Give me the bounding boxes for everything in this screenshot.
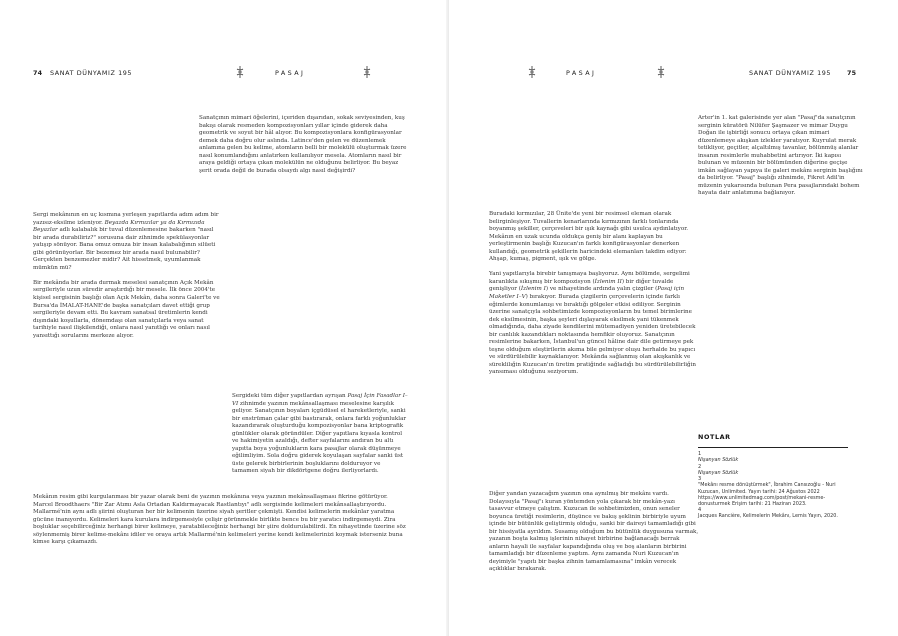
note-number: 3 xyxy=(698,476,702,482)
text-column-lower xyxy=(232,393,408,476)
text-column-middle xyxy=(33,212,223,340)
right-page xyxy=(449,0,898,636)
note-number: 2 xyxy=(698,463,702,470)
note-text: Nişanyan Sözlük xyxy=(698,469,739,476)
artwork-title: İzlenim II xyxy=(594,278,622,285)
note-text: "Mekânı resme dönüştürmek", İbrahim Cansızoğlu - Nuri Kuzucan, Unlimited. Yayın tarihi: 24 Ağustos 2022 https://www.unlimitedmag.com/post/mekani-resme-donusturmek Erişim tarihi: 21 Haziran 2023. xyxy=(698,482,836,507)
text-run: Sergideki tüm diğer yapıtlardan ayrışan xyxy=(232,393,348,399)
text-run: ) ve nihayetinde ardında yalın çizgiler ( xyxy=(545,286,658,293)
text-column-bottom xyxy=(33,494,409,547)
text-column-bottom xyxy=(489,491,701,574)
text-run: Yani yapıtlarıyla birebir tanışmaya başlıyoruz. Aynı bölümde, sergelimi karanlıkta sıkışmış bir kompozisyon ( xyxy=(489,271,690,285)
paragraph: Arter'in 1. kat galerisinde yer alan "Pasaj"da sanatçının serginin küratörü Nilüfer Şaşmazer ve mimar Duygu Doğan ile işbirliği sonucu ortaya çıkan mimari düzenlemeye akışkan izlekler yaratıyor. Kuyrulat merak tetikliyor, geçitler, alçaltılmış tavanlar, bölünmüş alanlar insanın resimlerle muhabbetini artırıyor. İki kapısı bulunan ve müzenin bir bölümünden diğerine geçişe imkân sağlayan yapıya ile galeri mekânı serginin başlığını da belirliyor. "Pasaj" başlığı zihnimde, Fikret Adil'in müzenin yukarısında bulunan Pera pasajlarındaki bohem hayata dair anlatımına bağlanıyor. xyxy=(698,115,863,197)
note-text: Nişanyan Sözlük xyxy=(698,457,739,464)
text-run: Sergi mekânının en uç kısmına yerleşen yapıtlarda adım adım bir yazısız-eksilme izleniyor. xyxy=(33,212,219,226)
note-number: 1 xyxy=(698,451,702,457)
paragraph: Buradaki kırmızılar, 28 Ünite'de yeni bir resimsel eleman olarak belirginleşiyor. Tuvallerin kenarlarında kırmızının farklı tonlarında boyanmış şekiller, çerçeveleri bir ışık kaynağı gibi usulca aydınlatıyor. Mekânın en uzak ucunda oldukça geniş bir alanı kaplayan bu yerleştirmenin başlığı Kuzucan'ın farklı konfigürasyonlar denerken kullandığı, geometrik şekillerin haricindeki elemanları takdim ediyor: Ahşap, kumaş, pigment, ışık ve gölge. xyxy=(489,211,689,263)
page-number: 75 xyxy=(847,69,857,77)
magazine-title: SANAT DÜNYAMIZ 195 xyxy=(749,69,832,77)
ornament-icon xyxy=(657,66,665,78)
paragraph xyxy=(489,271,699,377)
paragraph: Sanatçının mimari öğelerini, içeriden dışarıdan, sokak seviyesinden, kuş bakışı olarak resmeden kompozisyonları yıllar içinde giderek daha geometrik ve soyut bir hâl alıyor. Bu kompozisyonlara konfigürasyonlar demek daha doğru olur aslında. Latince'den gelen ve düzenlemek anlamına gelen bu kelime, atomların belli bir molekülü oluşturmak üzere nasıl konumlandığını anlatırken kullanılıyor mesela. Atomların nasıl bir araya geldiği ortaya çıkan molekülün ne olduğunu belirliyor. Bu beyaz şerit orada değil de burada olsaydı algı nasıl değişirdi? xyxy=(199,115,407,174)
ornament-icon xyxy=(528,66,536,78)
text-column-middle xyxy=(489,211,699,377)
artwork-title: Pasaj İçin Fasadlar I–VI xyxy=(232,393,408,407)
section-title: PASAJ xyxy=(275,69,306,77)
text-run: ) bırakıyor. Burada çizgilerin çerçevelerin içinde farklı eğimlerde konumlanışı ve bıraktığı gölgeler etkisi ediliyor. Serginin üzerine sanatçıyla sohbetimizde kompozisyonların bu temel birimlerine dek eksilmesinin, başka şeyleri dışlayarak eksilmek yani tükenmek olmadığında, daha ziyade kendilerini mütemadiyen yeniden üretebilecek bir canlılık kazandıkları noktasında hemfikir oluyoruz. Sanatçının resimlerine bakarken, İstanbul'un güncel hâline dair dile getirmeye pek teşne olduğum eleştirilerin akıma bile gelmiyor oluşu herhalde bu yapıcı ve sürdürülebilir kaynaklanıyor. Mekânda sağlanmış olan akışkanlık ve süreklilığin Kuzucan'ın üretim pratiğinde sağladığı bu sürdürülebilirliğin yansıması olduğunu seziyorum. xyxy=(489,293,696,376)
paragraph xyxy=(232,393,408,476)
artwork-title: Pasaj için Maketler I–V xyxy=(489,286,685,300)
artwork-title: İzlenim I xyxy=(520,286,546,293)
notes-section xyxy=(698,433,848,519)
paragraph: Diğer yandan yazacağım yazının ona aynılmış bir mekânı vardı. Dolayısıyla "Pasaj"ı kuran yöntemden yola çıkarak bir mekân-yazı tasavvur etmeye çalıştım. Kuzucan ile sohbetimizden, onun seneler boyunca üretiği resimlerin, düşünce ve bakış şeklinin birbiriyle uyum içinde bir bütünlük geliştirmiş olduğu, sanki bir daireyi tamamladığı gibi bir hissiyatla ayrıldım. Susamış olduğum bu bütünlük duygusuna varmak, yazanın boşta kalmış işlerinin nihayet birbirine bağlanacağı berrak anların hayali ile sayfalar kapandığında oluş ve boş alanların birbirini tamamladığı bir düzenleme yaptım. Aynı zamanda Nuri Kuzucan'ın deyimiyle "yapıtı bir başka zihnin tamamlamasına" imkân verecek açıklıklar bırakarak. xyxy=(489,491,699,573)
text-column-top xyxy=(698,115,864,198)
ornament-icon xyxy=(236,66,244,78)
section-title: PASAJ xyxy=(566,69,597,77)
text-column-top xyxy=(199,115,409,175)
paragraph: Bir mekânda bir arada durmak meselesi sanatçının Açık Mekân sergileriyle uzun süredir araştırdığı bir mesele. İlk önce 2004'te kişisel sergisinin başlığı olan Açık Mekân, daha sonra Galeri'te ve Bursa'da İMALAT-HANE'de başka sanatçıları davet ettiği grup sergileriyle devam etti. Bu kavram sanatsal üretimlerin kendi dışındaki koşullarla, dönemdaşı olan sanatçılarla veya sanat tarihiyle nasıl ilişkilendiği, onlara nasıl yanıtlığı ve onları nasıl yansıttığı sorularını merkeze alıyor. xyxy=(33,279,220,339)
text-run: adlı kalabalık bir tuval düzenlemesine bakarken "nasıl bir arada durabiliriz?" sorusuna dair zihnimde spekülasyonlar yatışıp sönüyor. Bana omuz omuza bir insan kalabalığının silüeti gibi görünüyorlar. Bir bezemez bir arada nasıl bulunabilir? Gerçekten benzemezler midir? Ait hissetmek, uyumlanmak mümkün mü? xyxy=(33,227,216,271)
paragraph: Mekânın resim gibi kurgulanması bir yazar olarak beni de yazının mekânına veya yazının mekânsallaşması fikrine götürüyor. Marcel Broodthaers "Bir Zar Atımı Asla Ortadan Kaldırmayacak Rastlantıyı" adlı sergisinde kelimeleri mekânsallaştırıyordu. Mallarmé'nin aynı adlı şiirini oluşturan her bir kelimenin üzerine siyah şeritler çekmişti. Kendisi kelimelerin mekânlar yaratma gücüne inanıyordu. Kelimeleri kara kurulara indirgemesiyle çelişir görünmekle birlikte bence bu bir yaratıcı indirgemeydi. Zira boşluklar seçebilirceğiniz herhangi birer kelimeye, yaratabileceğiniz herhangi bir şiire doldurulabilirdi. En nihayetinde üzerine söz söylenmemiş birer kelime-mekânı idiler ve oraya artık Mallarmé'nin kelimeleri yerine kendi kelimelerinizi koymak isterseniz buna kimse karşı çıkamazdı. xyxy=(33,494,406,546)
magazine-title: SANAT DÜNYAMIZ 195 xyxy=(50,69,133,77)
notes-title: NOTLAR xyxy=(698,433,731,441)
text-run: ) bir diğer tuvalde genişliyor ( xyxy=(489,278,674,293)
text-run: zihnimde yazının mekânsallaşması meselesine karşılık geliyor. Sanatçının boyaları içgüdüsel el hareketleriyle, sanki bir enstrüman çalar gibi bastırarak, onlara farklı yoğunluklar kazandırarak oluşturduğu kompozisyonlar bana kriptografik günlükler olarak göründüler. Diğer yapıtlara kıyasla kontrol ve hakimiyetin azaldığı, defter sayfalarını andıran bu altı yapıtta boya yoğunlukların kara pasajlar olarak düşünmeye eğilimliyim. Sola doğru giderek koyulaşan sayfalar sanki üst üste gelerek birbirlerinin boşluklarını dolduruyor ve tamamen siyah bir dikdörtgene doğru ilerliyorlardı. xyxy=(232,400,407,475)
paragraph xyxy=(33,212,223,272)
notes-divider xyxy=(698,447,848,448)
artwork-title: Beyazda Kırmızılar ya da Kırmızıda Beyazlar xyxy=(33,219,205,234)
page-number: 74 xyxy=(33,69,43,77)
ornament-icon xyxy=(363,66,371,78)
note-text: Jacques Rancière, Kelimelerin Mekânı, Lemis Yayın, 2020. xyxy=(698,513,838,520)
note-number: 4 xyxy=(698,506,702,513)
